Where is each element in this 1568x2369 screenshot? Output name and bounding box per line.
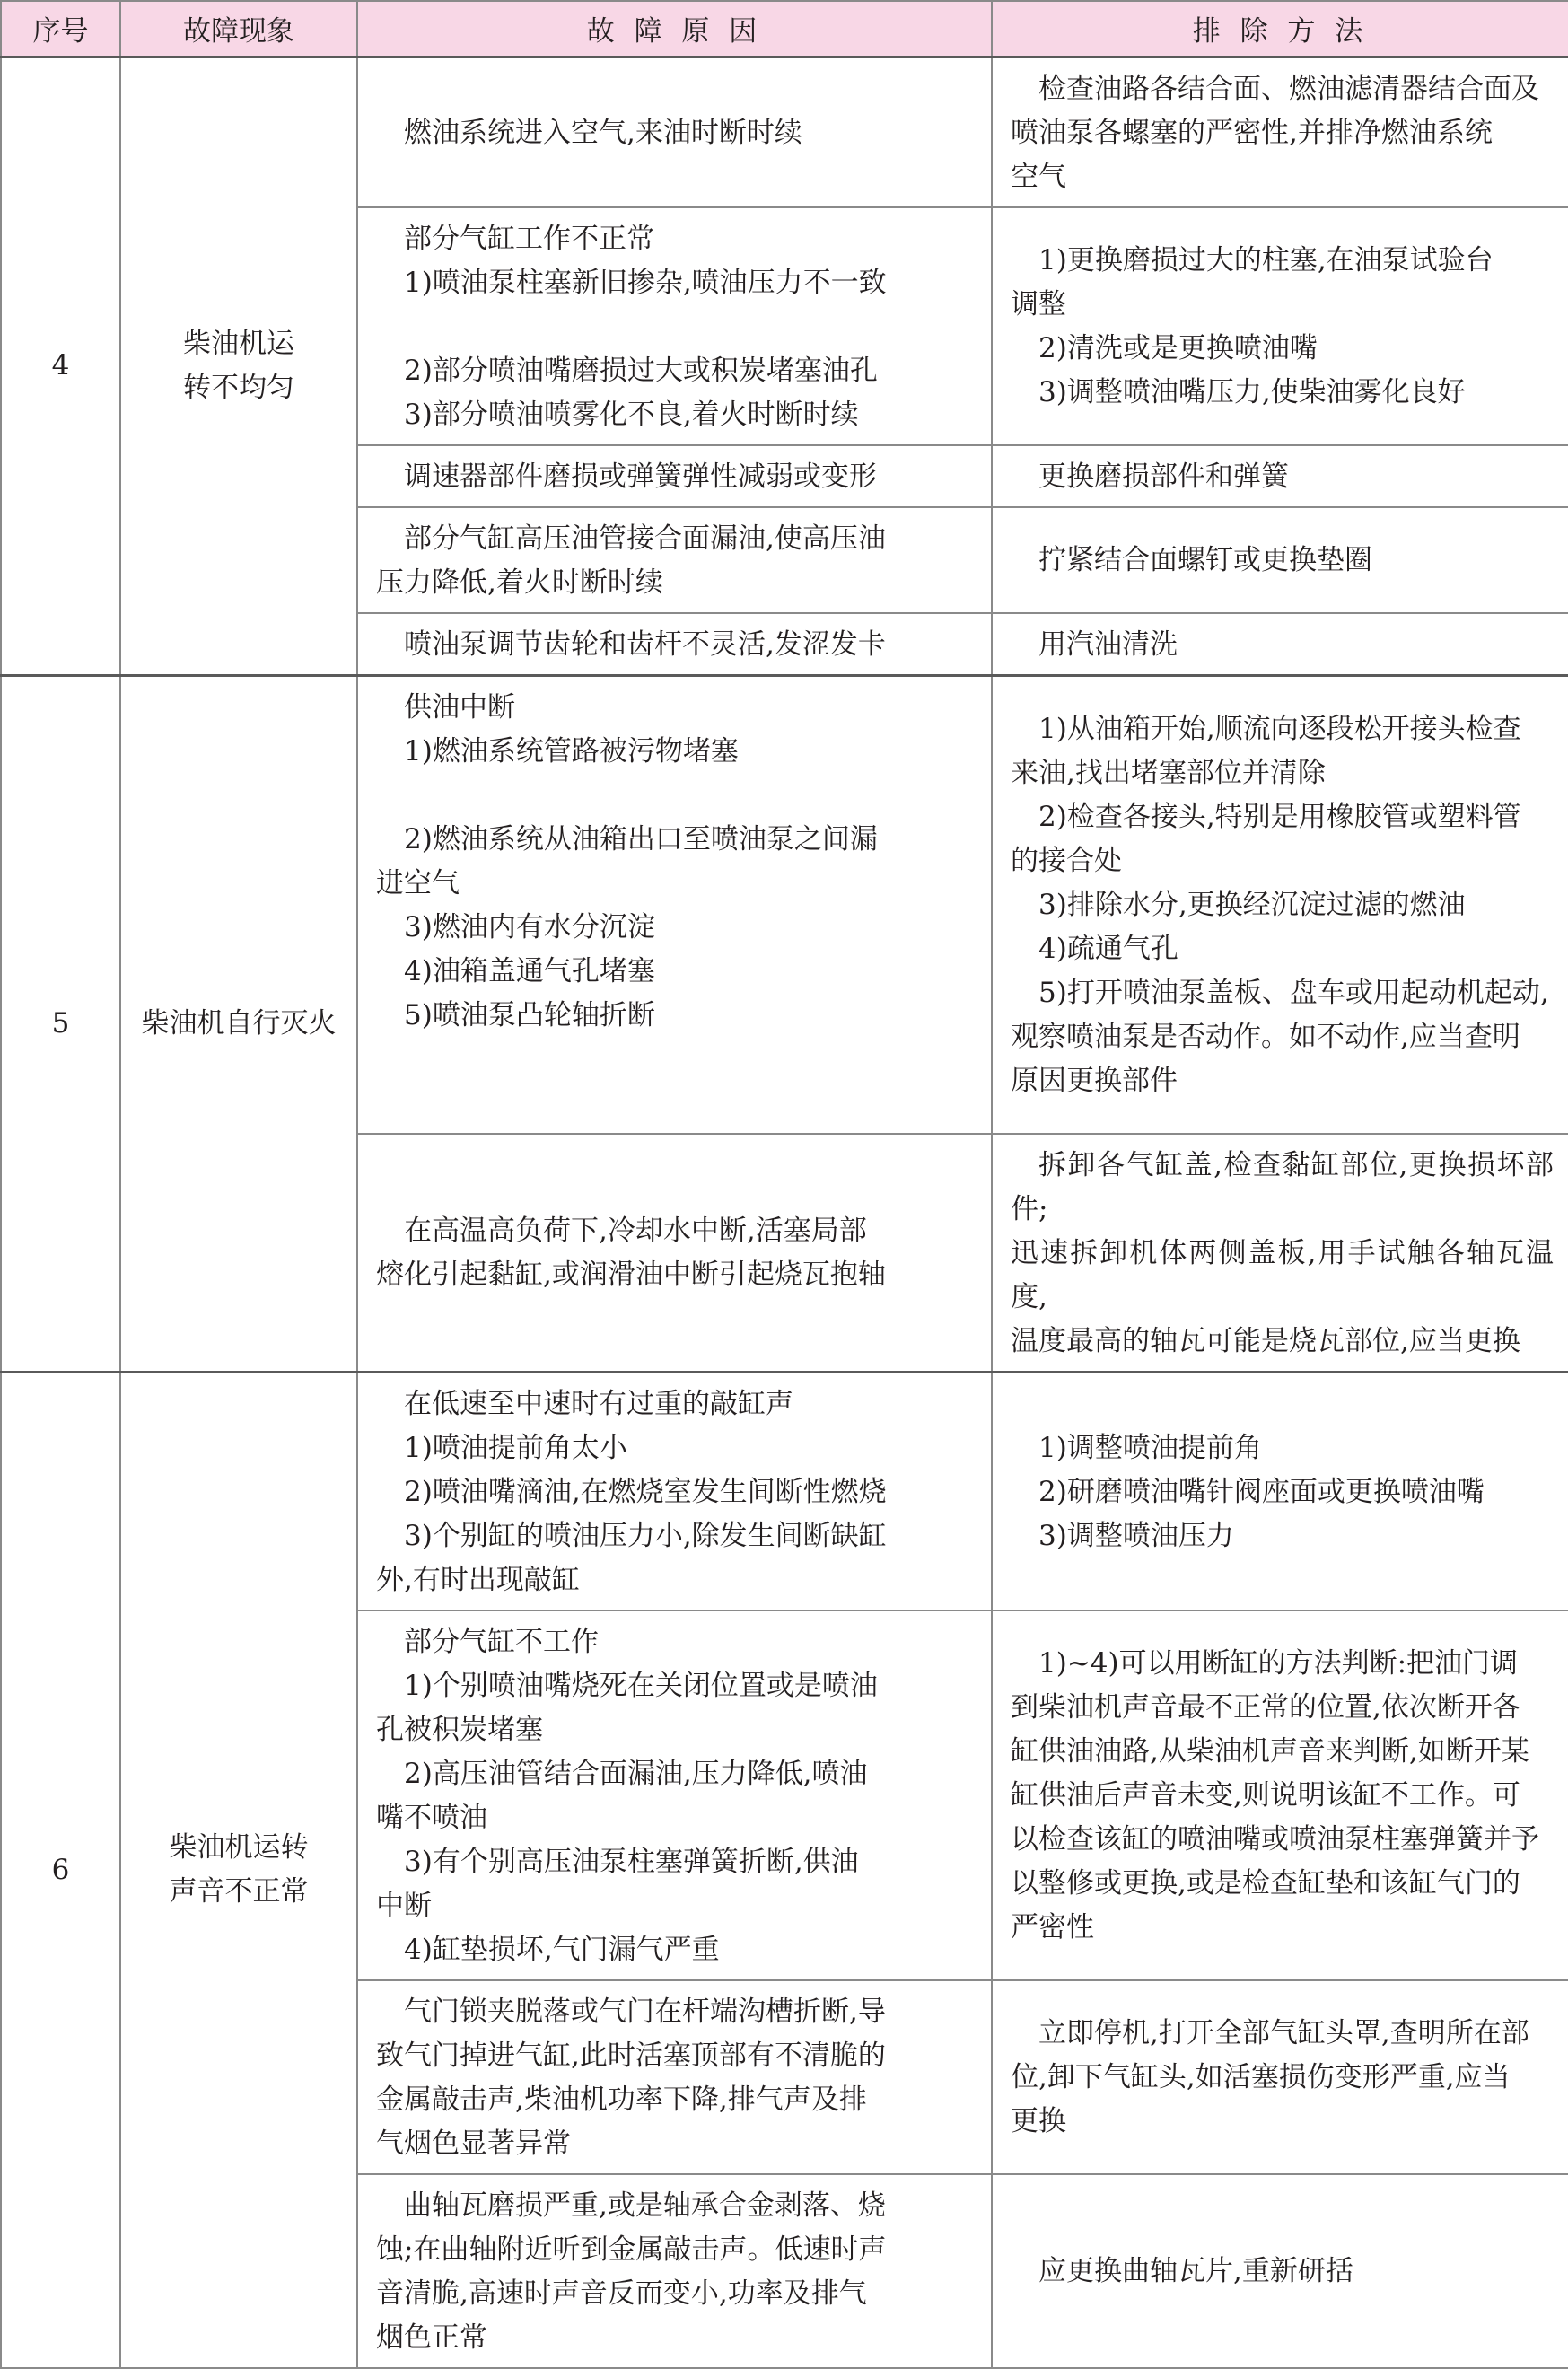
symptom-line: 柴油机自行灭火 [141, 1006, 337, 1040]
row-number: 4 [1, 57, 120, 675]
text-line: 4)疏通气孔 [1038, 933, 1178, 965]
text-line: 观察喷油泵是否动作。如不动作,应当查明 [1011, 1021, 1520, 1053]
text-line [376, 1038, 977, 1082]
text-line: 检查油路各结合面、燃油滤清器结合面及 [1038, 72, 1539, 105]
row-number: 6 [1, 1372, 120, 2368]
text-line: 2)清洗或是更换喷油嘴 [1038, 332, 1318, 364]
text-line: 气门锁夹脱落或气门在杆端沟槽折断,导 [404, 1995, 886, 2028]
text-line: 1)调整喷油提前角 [1038, 1431, 1262, 1464]
remedy-cell [992, 675, 1568, 1134]
text-line: 3)部分喷油喷雾化不良,着火时断时续 [404, 398, 859, 431]
text-line: 部分气缸高压油管接合面漏油,使高压油 [404, 522, 886, 555]
text-line: 以检查该缸的喷油嘴或喷油泵柱塞弹簧并予 [1011, 1823, 1539, 1856]
symptom-line: 柴油机运 [183, 327, 294, 360]
text-line: 烟色正常 [376, 2321, 487, 2354]
text-line: 2)检查各接头,特别是用橡胶管或塑料管 [1038, 801, 1521, 833]
text-line: 位,卸下气缸头,如活塞损伤变形严重,应当 [1011, 2061, 1511, 2093]
text-line: 更换磨损部件和弹簧 [1038, 460, 1289, 493]
text-line: 1)个别喷油嘴烧死在关闭位置或是喷油 [404, 1669, 878, 1702]
text-line: 3)有个别高压油泵柱塞弹簧折断,供油 [404, 1845, 859, 1878]
text-line: 温度最高的轴瓦可能是烧瓦部位,应当更换 [1011, 1324, 1520, 1357]
text-line: 喷油泵调节齿轮和齿杆不灵活,发涩发卡 [404, 627, 886, 661]
text-line: 空气 [1011, 160, 1066, 193]
text-line [376, 1082, 977, 1126]
table-header [1, 1, 1568, 57]
text-line: 部分气缸不工作 [404, 1625, 599, 1658]
text-line: 嘴不喷油 [376, 1801, 487, 1834]
text-line: 缸供油油路,从柴油机声音来判断,如断开某 [1011, 1735, 1529, 1768]
text-line: 2)喷油嘴滴油,在燃烧室发生间断性燃烧 [404, 1475, 887, 1508]
text-line: 迅速拆卸机体两侧盖板,用手试触各轴瓦温度, [1011, 1236, 1554, 1313]
text-line: 调速器部件磨损或弹簧弹性减弱或变形 [404, 460, 877, 493]
text-line: 4)油箱盖通气孔堵塞 [404, 954, 655, 987]
text-line: 1)喷油泵柱塞新旧掺杂,喷油压力不一致 [404, 266, 887, 299]
symptom-cell [120, 675, 357, 1372]
text-line: 拆卸各气缸盖,检查黏缸部位,更换损坏部件; [1011, 1148, 1554, 1225]
remedy-cell [992, 2174, 1568, 2368]
text-line: 到柴油机声音最不正常的位置,依次断开各 [1011, 1691, 1520, 1724]
text-line: 的接合处 [1011, 845, 1122, 877]
text-line: 3)调整喷油嘴压力,使柴油雾化良好 [1038, 376, 1466, 408]
text-line: 外,有时出现敲缸 [376, 1563, 580, 1596]
text-line: 2)部分喷油嘴磨损过大或积炭堵塞油孔 [404, 354, 878, 387]
text-line: 进空气 [376, 866, 460, 899]
cause-cell [357, 1134, 992, 1373]
table-row [1, 675, 1568, 1134]
remedy-cell [992, 507, 1568, 613]
text-line: 部分气缸工作不正常 [404, 222, 654, 255]
symptom-line: 柴油机运转 [169, 1831, 309, 1864]
text-line: 2)研磨喷油嘴针阀座面或更换喷油嘴 [1038, 1475, 1485, 1508]
text-line: 5)喷油泵凸轮轴折断 [404, 998, 655, 1031]
remedy-cell [992, 1134, 1568, 1373]
text-line: 应更换曲轴瓦片,重新研括 [1038, 2255, 1353, 2287]
text-line [376, 774, 977, 818]
header-cause: 故 障 原 因 [357, 1, 992, 57]
text-line: 熔化引起黏缸,或润滑油中断引起烧瓦抱轴 [376, 1259, 886, 1291]
header-symptom: 故障现象 [120, 1, 357, 57]
text-line: 在低速至中速时有过重的敲缸声 [404, 1387, 793, 1420]
text-line: 在高温高负荷下,冷却水中断,活塞局部 [404, 1215, 867, 1247]
cause-cell [357, 507, 992, 613]
text-line: 2)高压油管结合面漏油,压力降低,喷油 [404, 1757, 868, 1790]
cause-cell [357, 207, 992, 445]
text-line: 1)~4)可以用断缸的方法判断:把油门调 [1038, 1647, 1519, 1680]
text-line: 1)燃油系统管路被污物堵塞 [404, 734, 739, 768]
text-line: 压力降低,着火时断时续 [376, 566, 663, 599]
text-line: 缸供油后声音未变,则说明该缸不工作。可 [1011, 1779, 1520, 1812]
text-line: 调整 [1011, 288, 1066, 320]
text-line: 蚀;在曲轴附近听到金属敲击声。低速时声 [376, 2233, 887, 2266]
text-line: 1)喷油提前角太小 [404, 1431, 627, 1464]
text-line: 喷油泵各螺塞的严密性,并排净燃油系统 [1011, 116, 1493, 149]
text-line: 金属敲击声,柴油机功率下降,排气声及排 [376, 2083, 867, 2116]
header-no: 序号 [1, 1, 120, 57]
text-line: 中断 [376, 1889, 432, 1922]
text-line: 拧紧结合面螺钉或更换垫圈 [1038, 544, 1372, 576]
text-line: 孔被积炭堵塞 [376, 1713, 543, 1746]
remedy-cell [992, 57, 1568, 207]
text-line: 3)调整喷油压力 [1038, 1519, 1234, 1552]
text-line: 3)个别缸的喷油压力小,除发生间断缺缸 [404, 1519, 887, 1552]
cause-cell [357, 1980, 992, 2174]
header-remedy: 排 除 方 法 [992, 1, 1568, 57]
symptom-line: 转不均匀 [183, 371, 294, 404]
text-line: 立即停机,打开全部气缸头罩,查明所在部 [1038, 2017, 1529, 2049]
cause-cell [357, 2174, 992, 2368]
remedy-cell [992, 1610, 1568, 1980]
cause-cell [357, 613, 992, 676]
remedy-cell [992, 445, 1568, 507]
table-body [1, 57, 1568, 2368]
symptom-cell [120, 1372, 357, 2368]
cause-cell [357, 1610, 992, 1980]
symptom-cell [120, 57, 357, 675]
text-line: 曲轴瓦磨损严重,或是轴承合金剥落、烧 [404, 2189, 886, 2222]
text-line: 来油,找出堵塞部位并清除 [1011, 757, 1326, 789]
row-number: 5 [1, 675, 120, 1372]
remedy-cell [992, 1980, 1568, 2174]
table-row [1, 57, 1568, 207]
table-row [1, 1372, 1568, 1610]
cause-cell [357, 445, 992, 507]
text-line: 以整修或更换,或是检查缸垫和该缸气门的 [1011, 1867, 1520, 1900]
remedy-cell [992, 1372, 1568, 1610]
text-line: 原因更换部件 [1011, 1065, 1178, 1097]
cause-cell [357, 1372, 992, 1610]
text-line: 严密性 [1011, 1911, 1094, 1943]
text-line: 燃油系统进入空气,来油时断时续 [404, 116, 802, 149]
text-line: 3)燃油内有水分沉淀 [404, 910, 655, 943]
text-line: 音清脆,高速时声音反而变小,功率及排气 [376, 2277, 867, 2310]
text-line: 3)排除水分,更换经沉淀过滤的燃油 [1038, 889, 1466, 921]
text-line: 更换 [1011, 2105, 1066, 2137]
text-line: 4)缸垫损坏,气门漏气严重 [404, 1933, 720, 1966]
text-line: 供油中断 [404, 690, 515, 724]
text-line [376, 305, 977, 349]
text-line: 5)打开喷油泵盖板、盘车或用起动机起动, [1038, 977, 1549, 1009]
text-line: 2)燃油系统从油箱出口至喷油泵之间漏 [404, 822, 878, 855]
symptom-line: 声音不正常 [169, 1875, 309, 1908]
remedy-cell [992, 207, 1568, 445]
text-line: 用汽油清洗 [1038, 627, 1178, 661]
cause-cell [357, 675, 992, 1134]
text-line: 致气门掉进气缸,此时活塞顶部有不清脆的 [376, 2039, 886, 2072]
cause-cell [357, 57, 992, 207]
text-line: 气烟色显著异常 [376, 2127, 571, 2160]
remedy-cell [992, 613, 1568, 676]
text-line: 1)从油箱开始,顺流向逐段松开接头检查 [1038, 713, 1521, 745]
text-line: 1)更换磨损过大的柱塞,在油泵试验台 [1038, 244, 1494, 276]
